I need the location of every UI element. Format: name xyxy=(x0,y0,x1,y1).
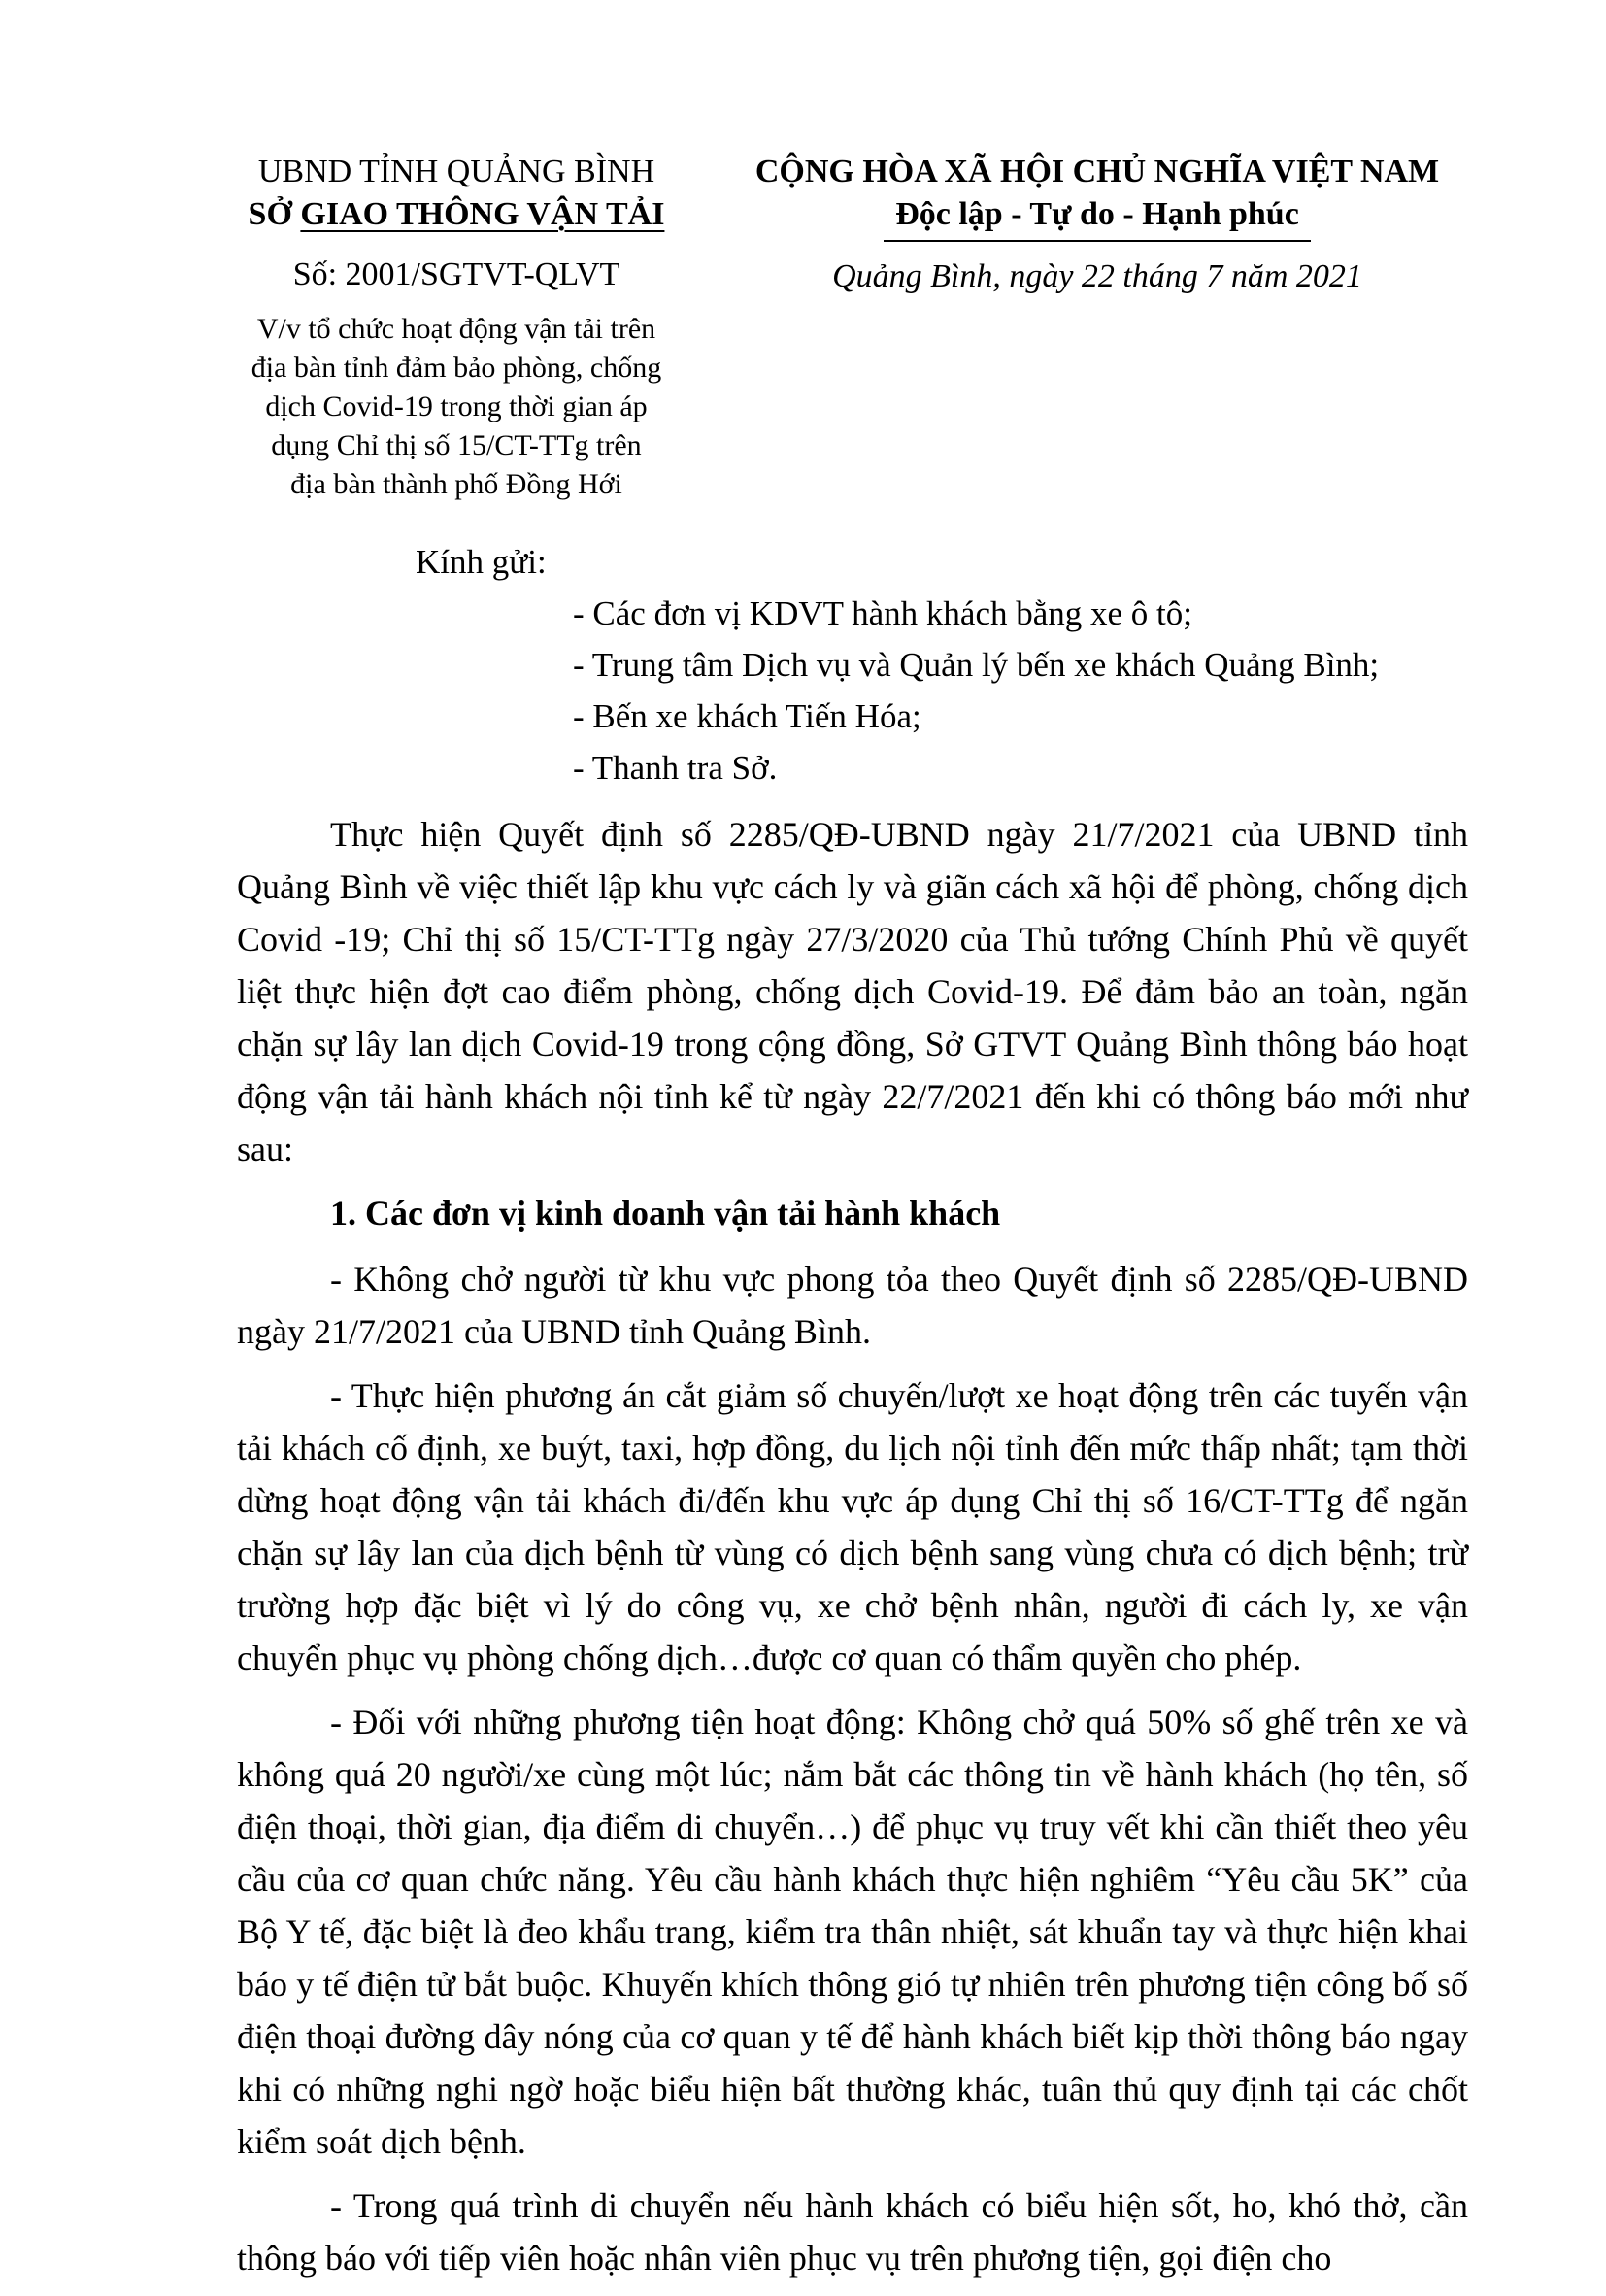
national-header-block xyxy=(699,151,1495,298)
recipient-item: - Các đơn vị KDVT hành khách bằng xe ô tô; xyxy=(573,594,1192,632)
national-motto: Độc lập - Tự do - Hạnh phúc xyxy=(884,193,1311,242)
subject-line: dụng Chỉ thị số 15/CT-TTg trên xyxy=(271,429,642,461)
subject-line: địa bàn tỉnh đảm bảo phòng, chống xyxy=(251,352,662,384)
section-1-paragraph: - Thực hiện phương án cắt giảm số chuyến/lượt xe hoạt động trên các tuyến vận tải khách cố định, xe buýt, taxi, hợp đồng, du lịch nội tỉnh đến mức thấp nhất; tạm thời dừng hoạt động vận tải khách đi/đến khu vực áp dụng Chỉ thị số 16/CT-TTg để ngăn chặn sự lây lan của dịch bệnh từ vùng có dịch bệnh sang vùng chưa có dịch bệnh; trừ trường hợp đặc biệt vì lý do công vụ, xe chở bệnh nhân, người đi cách ly, xe vận chuyển phục vụ phòng chống dịch…được cơ quan có thẩm quyền cho phép. xyxy=(237,1376,1468,1677)
agency-name: UBND TỈNH QUẢNG BÌNH xyxy=(257,153,655,189)
document-body xyxy=(237,808,1468,2296)
issuing-authority-block xyxy=(194,151,719,504)
section-1-paragraph: - Không chở người từ khu vực phong tỏa theo Quyết định số 2285/QĐ-UBND ngày 21/7/2021 của UBND tỉnh Quảng Bình. xyxy=(237,1260,1468,1351)
subject-line: địa bàn thành phố Đồng Hới xyxy=(290,468,622,500)
subject-line: V/v tổ chức hoạt động vận tải trên xyxy=(256,313,656,345)
recipients-label: Kính gửi: xyxy=(416,543,547,581)
document-subject xyxy=(194,310,719,504)
place-date: Quảng Bình, ngày 22 tháng 7 năm 2021 xyxy=(832,258,1362,294)
department-name-underlined: GIAO THÔNG VẬN TẢI xyxy=(300,196,665,232)
recipient-item: - Bến xe khách Tiến Hóa; xyxy=(573,697,921,735)
section-1-paragraph: - Trong quá trình di chuyển nếu hành khách có biểu hiện sốt, ho, khó thở, cần thông báo với tiếp viên hoặc nhân viên phục vụ trên phương tiện, gọi điện cho xyxy=(237,2186,1468,2278)
department-prefix: SỞ xyxy=(248,196,301,232)
section-1-heading: 1. Các đơn vị kinh doanh vận tải hành khách xyxy=(330,1194,1001,1232)
recipient-item: - Trung tâm Dịch vụ và Quản lý bến xe khách Quảng Bình; xyxy=(573,646,1380,684)
document-number: Số: 2001/SGTVT-QLVT xyxy=(292,256,620,292)
nation-title: CỘNG HÒA XÃ HỘI CHỦ NGHĨA VIỆT NAM xyxy=(754,153,1440,189)
section-1-paragraph: - Đối với những phương tiện hoạt động: Không chở quá 50% số ghế trên xe và không quá 20 người/xe cùng một lúc; nắm bắt các thông tin về hành khách (họ tên, số điện thoại, thời gian, địa điểm di chuyển…) để phục vụ truy vết khi cần thiết theo yêu cầu của cơ quan chức năng. Yêu cầu hành khách thực hiện nghiêm “Yêu cầu 5K” của Bộ Y tế, đặc biệt là đeo khẩu trang, kiểm tra thân nhiệt, sát khuẩn tay và thực hiện khai báo y tế điện tử bắt buộc. Khuyến khích thông gió tự nhiên trên phương tiện công bố số điện thoại đường dây nóng của cơ quan y tế để hành khách biết kịp thời thông báo ngay khi có những nghi ngờ hoặc biểu hiện bất thường khác, tuân thủ quy định tại các chốt kiểm soát dịch bệnh. xyxy=(237,1703,1468,2161)
department-name xyxy=(194,193,719,236)
recipient-item: - Thanh tra Sở. xyxy=(573,749,778,787)
subject-line: dịch Covid-19 trong thời gian áp xyxy=(265,390,648,422)
recipients-list xyxy=(573,588,1379,793)
intro-paragraph: Thực hiện Quyết định số 2285/QĐ-UBND ngày 21/7/2021 của UBND tỉnh Quảng Bình về việc thiết lập khu vực cách ly và giãn cách xã hội để phòng, chống dịch Covid -19; Chỉ thị số 15/CT-TTg ngày 27/3/2020 của Thủ tướng Chính Phủ về quyết liệt thực hiện đợt cao điểm phòng, chống dịch Covid-19. Để đảm bảo an toàn, ngăn chặn sự lây lan dịch Covid-19 trong cộng đồng, Sở GTVT Quảng Bình thông báo hoạt động vận tải hành khách nội tỉnh kể từ ngày 22/7/2021 đến khi có thông báo mới như sau: xyxy=(237,815,1468,1168)
recipients-block xyxy=(416,536,1379,793)
